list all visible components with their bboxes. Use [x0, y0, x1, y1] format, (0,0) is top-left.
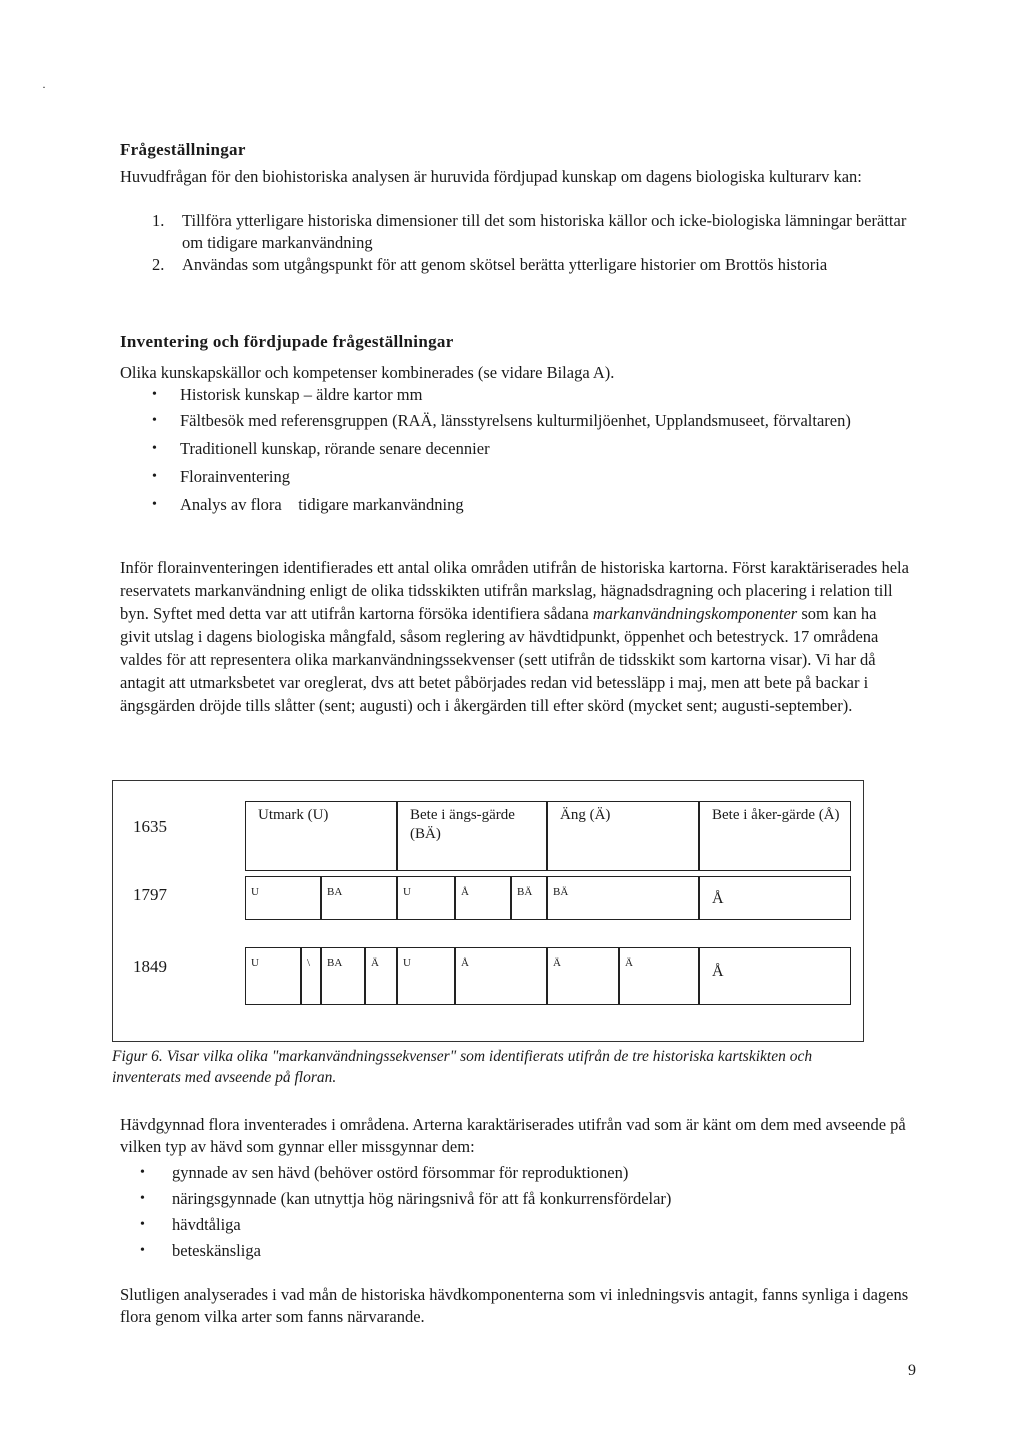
section1-intro: Huvudfrågan för den biohistoriska analysen är huruvida fördjupad kunskap om dagens biologiska kulturarv kan:: [120, 167, 862, 186]
section2-paragraph: Inför florainventeringen identifierades ett antal olika områden utifrån de historiska kartorna. Först karaktäriserades hela reservatets markanvändning enligt de olika tidsskikten utifrån markslag, hägnadsdragning och placering i relation till byn. Syftet med detta var att utifrån kartorna försöka identifiera sådana markanvändningskomponenter som kan ha givit utslag i dagens biologiska mångfald, såsom reglering av hävdtidpunkt, öppenhet och betestryck. 17 områdena valdes för att representera olika markanvändningssekvenser (sett utifrån de tidsskikt som kartorna visar). Vi har då antagit att utmarksbetet var oreglerat, dvs att betet påbörjades redan vid betessläpp i maj, men att bete på backar i ängsgärden dröjde tills slåtter (sent; augusti) och i åkergärden till efter skörd (mycket sent; augusti-september).: [120, 558, 909, 715]
list-item: • näringsgynnade (kan utnyttja hög näringsnivå för att få konkurrensfördelar): [140, 1189, 672, 1208]
section-title-inventering: Inventering och fördjupade frågeställningar: [120, 332, 454, 351]
cell-1849-ang2: Ä: [619, 947, 699, 1005]
section3-bullet-list: [140, 1162, 900, 1262]
cell-1849-aa: Å: [455, 947, 547, 1005]
section-title-fragestallningar: Frågeställningar: [120, 140, 246, 159]
cell-1797-a: Å: [455, 876, 511, 920]
cell-1797-u: U: [245, 876, 321, 920]
list-item: 1. Tillföra ytterligare historiska dimensioner till det som historiska källor och icke-biologiska lämningar berättar om tidigare markanvändning: [152, 211, 907, 252]
list-item: 2. Användas som utgångspunkt för att genom skötsel berätta ytterligare historier om Brottös historia: [152, 255, 828, 274]
cell-bete-angsgarde: Bete i ängs-gärde (BÄ): [397, 801, 547, 871]
cell-1849-ba: BA: [321, 947, 365, 1005]
cell-1849-aker: Å: [699, 947, 851, 1005]
cell-1797-ba: BA: [321, 876, 397, 920]
page-number: 9: [908, 1362, 916, 1379]
cell-1849-v: \: [301, 947, 321, 1005]
list-item: • Fältbesök med referensgruppen (RAÄ, länsstyrelsens kulturmiljöenhet, Upplandsmuseet, förvaltaren): [152, 411, 851, 430]
cell-1849-ang: Ä: [547, 947, 619, 1005]
closing-paragraph: Slutligen analyserades i vad mån de historiska hävdkomponenterna som vi inledningsvis antagit, fanns synliga i dagens flora genom vilka arter som fanns närvarande.: [120, 1285, 909, 1326]
cell-utmark: Utmark (U): [245, 801, 397, 871]
list-item: • beteskänsliga: [140, 1241, 261, 1260]
cell-1797-aker: Å: [699, 876, 851, 920]
cell-1797-ba3: BÄ: [547, 876, 699, 920]
cell-1849-u: U: [245, 947, 301, 1005]
list-item: • hävdtåliga: [140, 1215, 241, 1234]
cell-bete-akergarde: Bete i åker-gärde (Å): [699, 801, 851, 871]
cell-1849-u2: U: [397, 947, 455, 1005]
list-item: • Florainventering: [152, 467, 290, 486]
list-item: • Analys av flora tidigare markanvändning: [152, 495, 464, 514]
section3-intro: Hävdgynnad flora inventerades i områdena. Arterna karaktäriserades utifrån vad som är känt om dem med avseende på vilken typ av hävd som gynnar eller missgynnar dem:: [120, 1115, 906, 1156]
figure-land-use-sequences: [112, 780, 864, 1042]
list-item: • Traditionell kunskap, rörande senare decennier: [152, 439, 490, 458]
cell-1797-u2: U: [397, 876, 455, 920]
section2-bullet-list: [152, 384, 912, 516]
section2-intro: Olika kunskapskällor och kompetenser kombinerades (se vidare Bilaga A).: [120, 363, 615, 382]
cell-1849-a: Ä: [365, 947, 397, 1005]
section1-numbered-list: [120, 210, 910, 276]
list-item: • Historisk kunskap – äldre kartor mm: [152, 385, 423, 404]
cell-ang: Äng (Ä): [547, 801, 699, 871]
list-item: • gynnade av sen hävd (behöver ostörd försommar för reproduktionen): [140, 1163, 629, 1182]
row-year-1849: 1849: [133, 957, 167, 976]
stray-mark: ·: [42, 80, 46, 94]
cell-1797-ba2: BÄ: [511, 876, 547, 920]
row-year-1635: 1635: [133, 817, 167, 836]
row-year-1797: 1797: [133, 885, 167, 904]
figure-caption: Figur 6. Visar vilka olika "markanvändningssekvenser" som identifierats utifrån de tre historiska kartskikten och inventerats med avseende på floran.: [112, 1048, 813, 1086]
